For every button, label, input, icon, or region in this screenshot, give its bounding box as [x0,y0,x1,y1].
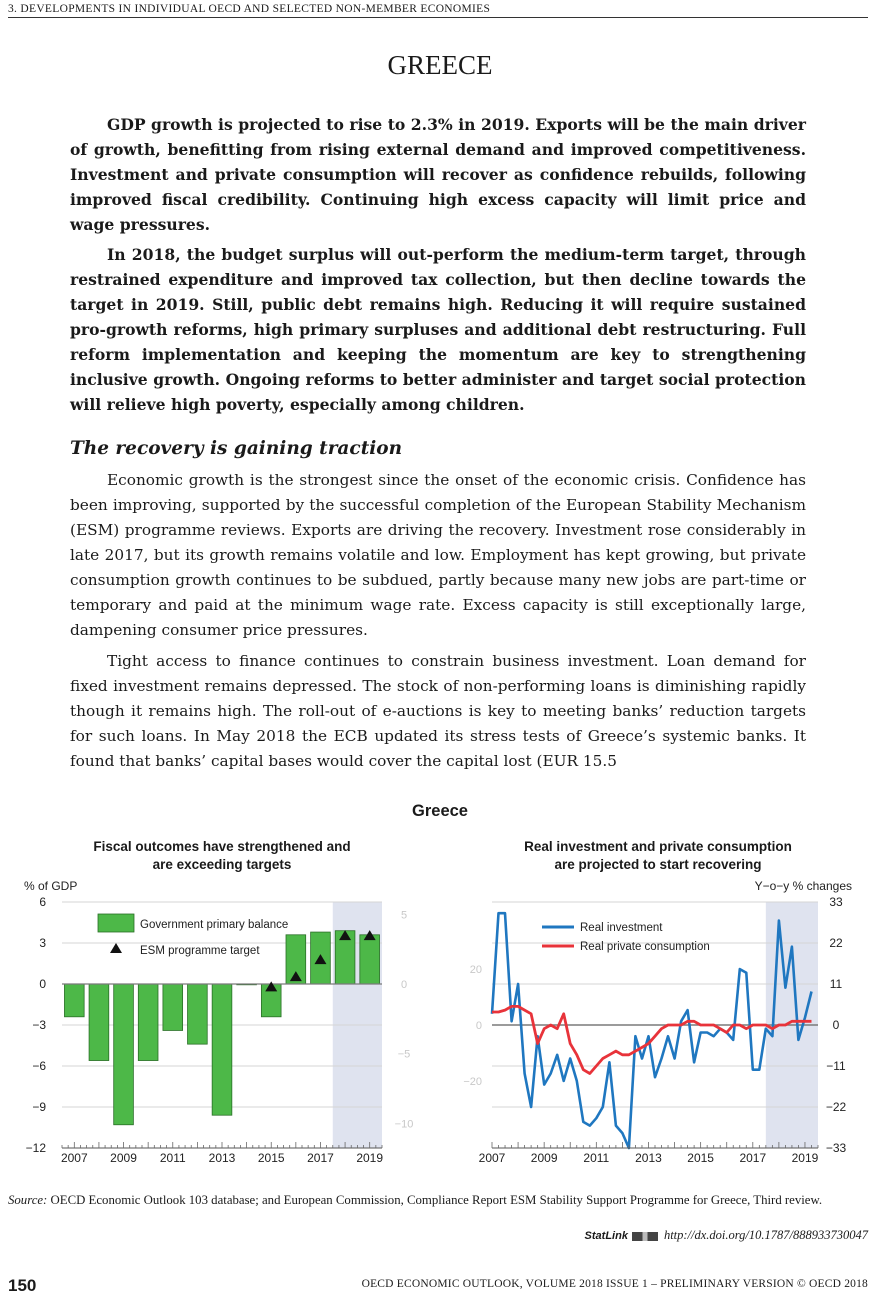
y-tick-label: 33 [829,895,843,909]
y-tick-label: 3 [39,936,46,950]
ghost-tick-label: −20 [463,1075,482,1088]
x-tick-label: 2007 [60,1151,88,1165]
y-tick-label: −12 [25,1141,46,1155]
bar-2010 [138,984,158,1061]
x-tick-label: 2013 [208,1151,236,1165]
left-chart-title-line1: Fiscal outcomes have strengthened and [93,839,351,854]
y-tick-label: 0 [832,1018,840,1032]
figure-title: Greece [412,802,468,820]
x-tick-label: 2015 [257,1151,285,1165]
x-tick-label: 2011 [583,1151,610,1165]
left-legend [98,914,288,957]
right-y-axis-label: Y−o−y % changes [754,879,852,893]
right-chart-title-line2: are projected to start recovering [554,857,762,872]
legend-investment-label: Real investment [580,922,663,934]
source-label: Source: [8,1193,48,1207]
x-tick-label: 2019 [791,1151,819,1165]
y-tick-label: 22 [829,936,843,950]
y-tick-label: −3 [32,1018,46,1032]
x-tick-label: 2007 [478,1151,506,1165]
x-tick-label: 2017 [739,1151,767,1165]
running-header: 3. DEVELOPMENTS IN INDIVIDUAL OECD AND SELECTED NON-MEMBER ECONOMIES [8,3,868,18]
y-tick-label: −22 [825,1100,847,1114]
body-paragraph-1: Economic growth is the strongest since the onset of the economic crisis. Confidence has been improving, supported by the successful completion of the European Stability Mechanism (ESM) programme reviews. Exports are driving the recovery. Investment rose considerably in late 2017, but its growth remains volatile and low. Employment has kept growing, but private consumption growth continues to be subdued, partly because many new jobs are part-time or temporary and paid at the minimum wage rate. Excess capacity is still exceptionally large, dampening consumer price pressures. [70,471,806,639]
right-chart-title-line1: Real investment and private consumption [524,839,792,854]
x-tick-label: 2009 [110,1151,137,1165]
bar-2012 [188,984,208,1044]
legend-bar-swatch [98,914,134,932]
bar-2007 [64,984,84,1017]
bar-2008 [89,984,109,1061]
right-chart-title [480,838,836,874]
x-tick-label: 2009 [530,1151,558,1165]
y-tick-label: 6 [39,895,46,909]
footer-text: OECD ECONOMIC OUTLOOK, VOLUME 2018 ISSUE 1 – PRELIMINARY VERSION © OECD 2018 [361,1278,868,1290]
ghost-tick-label: 0 [475,1020,482,1032]
legend-triangle-marker [110,943,122,953]
ghost-tick-label: −5 [397,1048,411,1061]
left-chart-title [62,838,382,874]
left-chart-title-line2: are exceeding targets [152,857,292,872]
x-tick-label: 2013 [635,1151,662,1165]
left-y-axis-label: % of GDP [24,879,78,893]
statlink[interactable] [585,1228,868,1243]
legend-consumption-label: Real private consumption [580,941,710,953]
body-paragraph-2: Tight access to finance continues to constrain business investment. Loan demand for fixed investment remains depressed. The stock of non-performing loans is diminishing rapidly though it remains high. The roll-out of e-auctions is key to meeting banks’ reduction targets for such loans. In May 2018 the ECB updated its stress tests of Greece’s systemic banks. It found that banks’ capital bases would cover the capital lost (EUR 15.5 [70,652,806,770]
fiscal-chart [0,870,440,1170]
ghost-tick-label: 5 [400,909,408,922]
investment-consumption-chart [440,870,880,1170]
source-note [8,1191,870,1209]
page-title: GREECE [387,50,493,80]
legend-marker-label: ESM programme target [140,945,260,957]
ghost-tick-label: 20 [469,964,482,977]
y-tick-label: −6 [32,1059,46,1073]
summary-paragraph-2: In 2018, the budget surplus will out-perform the medium-term target, through restrained expenditure and improved tax collection, but then decline towards the target in 2019. Still, public debt remains high. Reducing it will require sustained pro-growth reforms, high primary surpluses and additional debt restructuring. Full reform implementation and keeping the momentum are key to strengthening inclusive growth. Ongoing reforms to better administer and target social protection will relieve high poverty, especially among children. [70,245,806,414]
x-tick-label: 2011 [159,1151,186,1165]
legend-bar-label: Government primary balance [140,919,289,931]
ghost-tick-label: −10 [394,1118,414,1131]
source-text: OECD Economic Outlook 103 database; and European Commission, Compliance Report ESM Stability Support Programme for Greece, Third review. [47,1193,823,1207]
y-tick-label: 11 [829,977,843,991]
y-tick-label: 0 [39,977,46,991]
y-tick-label: −9 [32,1100,46,1114]
bar-2009 [114,984,134,1125]
y-tick-label: −33 [825,1141,847,1155]
statlink-logo-icon [632,1232,658,1241]
x-tick-label: 2017 [307,1151,334,1165]
bar-2011 [163,984,183,1030]
statlink-url[interactable]: http://dx.doi.org/10.1787/888933730047 [663,1228,868,1242]
summary-paragraph-1: GDP growth is projected to rise to 2.3% in 2019. Exports will be the main driver of growth, benefitting from rising external demand and improved competitiveness. Investment and private consumption will recover as confidence rebuilds, following improved fiscal credibility. Continuing high excess capacity will limit price and wage pressures. [70,115,806,234]
right-legend [542,922,710,953]
bar-2019 [360,935,380,984]
statlink-brand: StatLink [584,1230,628,1242]
x-tick-label: 2015 [687,1151,714,1165]
bar-2013 [212,984,232,1115]
x-tick-label: 2019 [356,1151,384,1165]
ghost-tick-label: 0 [400,979,408,991]
page-number: 150 [8,1276,37,1295]
section-heading: The recovery is gaining traction [70,438,403,459]
y-tick-label: −11 [826,1059,846,1073]
